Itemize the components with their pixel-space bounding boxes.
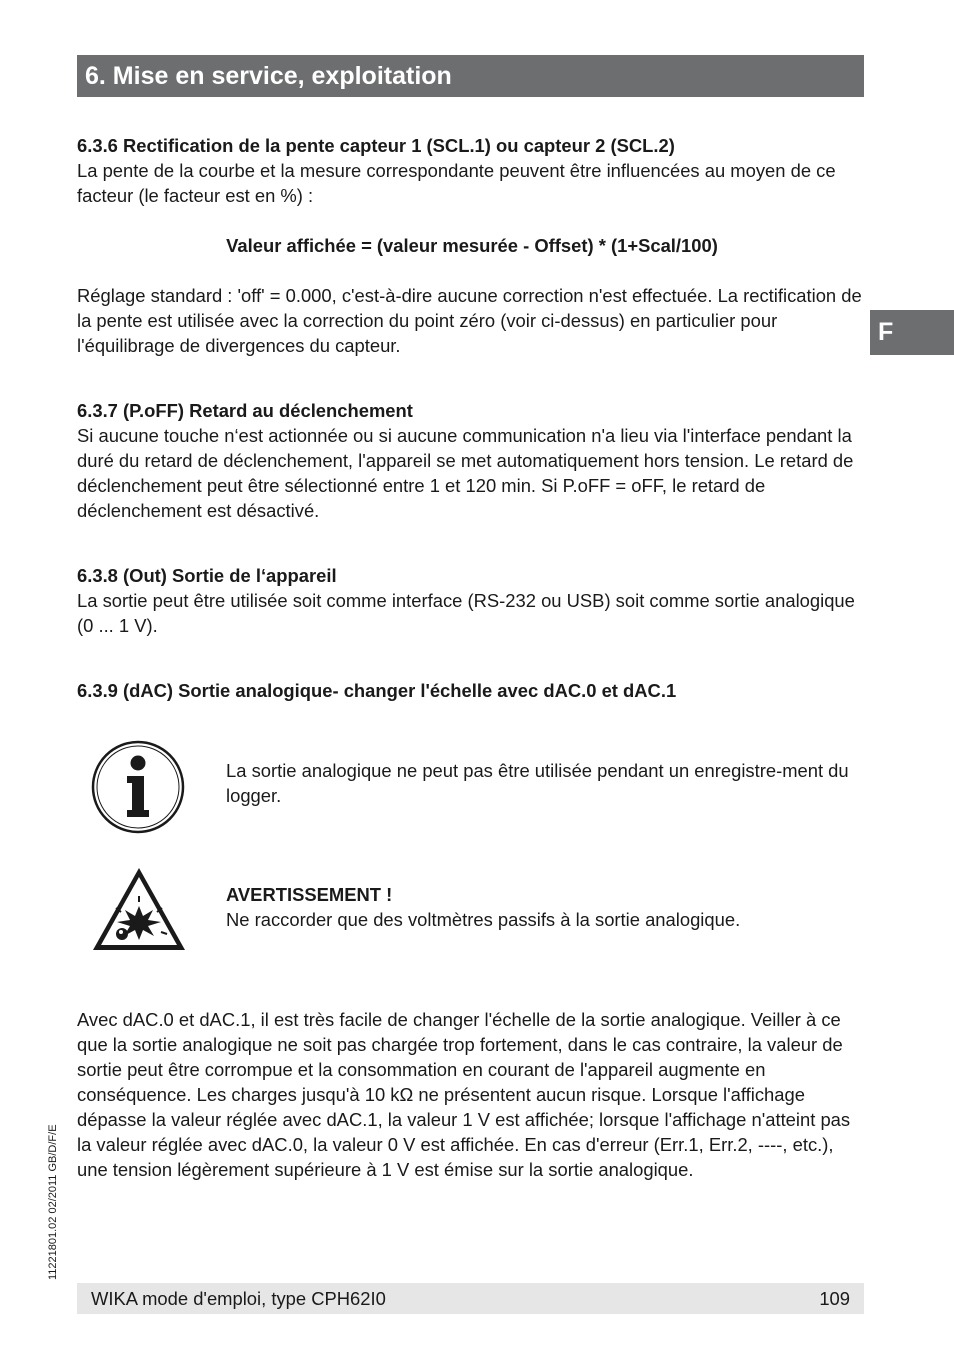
warning-text: Ne raccorder que des voltmètres passifs à la sortie analogique.: [226, 909, 741, 930]
chapter-title: 6. Mise en service, exploitation: [85, 62, 452, 90]
footer-title: WIKA mode d'emploi, type CPH62I0: [91, 1288, 386, 1309]
document-code: 11221801.02 02/2011 GB/D/F/E: [47, 1124, 59, 1280]
section-637-para1: Si aucune touche n‘est actionnée ou si aucune communication n'a lieu via l'interface pendant la duré du retard de déclenchement, l'appareil se met automatiquement hors tension. Le retard de déclenchement peut être sélectionné entre 1 et 120 min. Si P.oFF = oFF, le retard de déclenchement est désactivé.: [77, 425, 854, 521]
warning-title: AVERTISSEMENT !: [226, 884, 393, 905]
info-icon: [91, 740, 185, 834]
language-tab: F: [870, 310, 954, 355]
section-heading-636: 6.3.6 Rectification de la pente capteur 1 (SCL.1) ou capteur 2 (SCL.2): [77, 135, 675, 156]
section-heading-639: 6.3.9 (dAC) Sortie analogique- changer l'échelle avec dAC.0 et dAC.1: [77, 680, 677, 701]
section-heading-638: 6.3.8 (Out) Sortie de l‘appareil: [77, 565, 337, 586]
chapter-header-bar: [77, 55, 864, 97]
dac-description: [77, 1007, 867, 1182]
section-638-para1: La sortie peut être utilisée soit comme interface (RS-232 ou USB) soit comme sortie analogique (0 ... 1 V).: [77, 590, 855, 636]
info-notice-text: La sortie analogique ne peut pas être utilisée pendant un enregistre-ment du logger.: [226, 760, 849, 806]
dac-description-text: Avec dAC.0 et dAC.1, il est très facile de changer l'échelle de la sortie analogique. Veiller à ce que la sortie analogique ne soit pas chargée trop fortement, dans le cas contraire, la valeur de sortie peut être corrompue et la consommation en courant de l'appareil augmente en conséquence. Les charges jusqu'à 10 kΩ ne présentent aucun risque. Lorsque l'affichage dépasse la valeur réglée avec dAC.1, la valeur 1 V est affichée; lorsque l'affichage n'atteint pas la valeur réglée avec dAC.0, la valeur 0 V est affichée. En cas d'erreur (Err.1, Err.2, ----, etc.), une tension légèrement supérieure à 1 V est émise sur la sortie analogique.: [77, 1009, 851, 1180]
section-636-para1: La pente de la courbe et la mesure correspondante peuvent être influencées au moyen de ce facteur (le facteur est en %) :: [77, 160, 836, 206]
explosion-warning-icon: [91, 866, 187, 952]
section-heading-637: 6.3.7 (P.oFF) Retard au déclenchement: [77, 400, 413, 421]
page-footer: [77, 1283, 864, 1314]
page-number: 109: [819, 1288, 850, 1309]
section-636-para2: Réglage standard : 'off' = 0.000, c'est-à-dire aucune correction n'est effectuée. La rectification de la pente est utilisée avec la correction du point zéro (voir ci-dessus) en particulier pour l'équilibrage de divergences du capteur.: [77, 285, 862, 356]
formula: Valeur affichée = (valeur mesurée - Offset) * (1+Scal/100): [226, 235, 718, 256]
main-content: [77, 133, 867, 703]
